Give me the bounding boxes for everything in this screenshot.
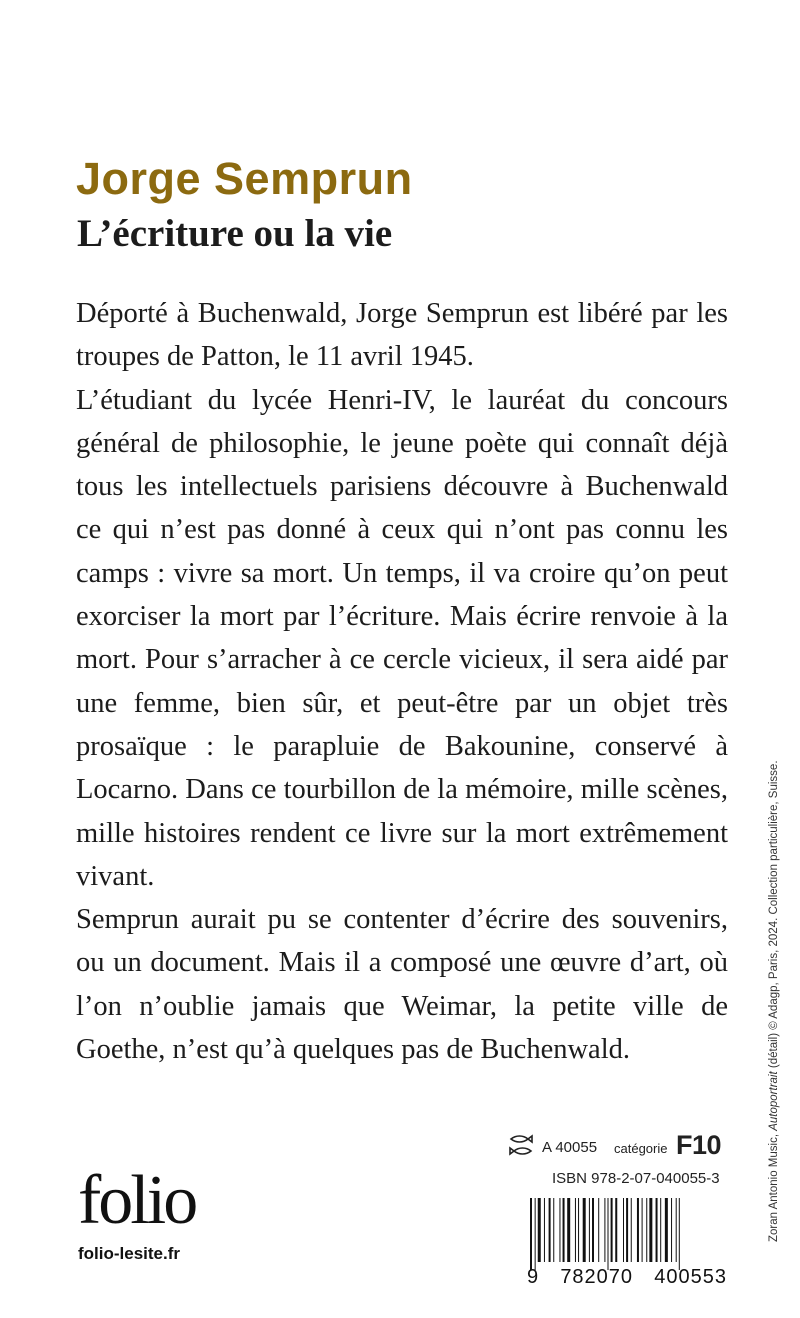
publisher-fish-icon: [508, 1134, 534, 1158]
barcode-digits: [527, 1266, 727, 1289]
barcode-bar: [626, 1198, 628, 1262]
credit-rights: (détail) © Adagp, Paris, 2024. Collection particulière, Suisse.: [768, 760, 780, 1072]
folio-logo: folio: [78, 1162, 196, 1239]
barcode-bar: [615, 1198, 617, 1262]
barcode-bar: [660, 1198, 661, 1262]
barcode-bar: [578, 1198, 579, 1262]
catalog-info: [508, 1130, 724, 1164]
barcode-bar: [665, 1198, 668, 1262]
barcode-digits-right: 400553: [654, 1266, 727, 1288]
barcode-bar: [549, 1198, 551, 1262]
barcode-bar: [544, 1198, 545, 1262]
blurb-paragraph: L’étudiant du lycée Henri-IV, le lauréat du concours général de philosophie, le jeune poète qui connaît déjà tous les intellectuels parisiens découvre à Buchenwald ce qui n’est pas donné à ceux qui n’ont pas connu les camps : vivre sa mort. Un temps, il va croire qu’on peut exorciser la mort par l’écriture. Mais écrire renvoie à la mort. Pour s’arracher à ce cercle vicieux, il sera aidé par une femme, bien sûr, et peut-être par un objet très prosaïque : le parapluie de Bakounine, conservé à Locarno. Dans ce tourbillon de la mémoire, mille scènes, mille histoires rendent ce livre sur la mort extrêmement vivant.: [76, 384, 728, 892]
barcode-bar: [567, 1198, 570, 1262]
category-value: F10: [676, 1130, 722, 1160]
credit-artwork-title: Autoportrait: [768, 1071, 780, 1131]
publisher-website: folio-lesite.fr: [78, 1244, 181, 1263]
barcode-bar: [604, 1198, 605, 1262]
barcode-bar: [642, 1198, 643, 1262]
barcode-bar: [583, 1198, 586, 1262]
barcode-bar: [676, 1198, 677, 1262]
barcode-bar: [679, 1198, 680, 1270]
barcode-bar: [671, 1198, 672, 1262]
barcode-bar: [611, 1198, 613, 1262]
barcode-bar: [646, 1198, 647, 1262]
book-title: L’écriture ou la vie: [77, 212, 393, 255]
category-label: catégorie: [614, 1141, 668, 1156]
barcode-digit-lead: 9: [527, 1266, 540, 1288]
barcode-bar: [553, 1198, 554, 1262]
barcode-bar: [535, 1198, 536, 1270]
blurb-paragraph: Semprun aurait pu se contenter d’écrire des souvenirs, ou un document. Mais il a composé une œuvre d’art, où l’on n’oublie jamais que Weimar, la petite ville de Goethe, n’est qu’à quelques pas de Buchenwald.: [76, 904, 728, 1066]
barcode-bar: [656, 1198, 658, 1262]
barcode-bar: [649, 1198, 652, 1262]
barcode-bar: [637, 1198, 639, 1262]
barcode-bar: [563, 1198, 565, 1262]
cover-art-credit: [768, 760, 780, 1242]
author-name: Jorge Semprun: [76, 153, 413, 204]
catalog-code: A 40055: [542, 1139, 598, 1156]
isbn-number: ISBN 978-2-07-040055-3: [552, 1170, 720, 1187]
barcode-bar: [538, 1198, 541, 1262]
barcode-bar: [608, 1198, 609, 1270]
isbn-barcode: [522, 1198, 728, 1272]
barcode-bar: [592, 1198, 594, 1262]
barcode-bar: [623, 1198, 624, 1262]
credit-artist: Zoran Antonio Music,: [768, 1130, 780, 1242]
barcode-bar: [575, 1198, 576, 1262]
barcode-bar: [631, 1198, 632, 1262]
barcode-bar: [589, 1198, 590, 1262]
back-cover-blurb: [76, 292, 728, 1071]
blurb-paragraph: Déporté à Buchenwald, Jorge Semprun est libéré par les troupes de Patton, le 11 avril 1945.: [76, 298, 728, 373]
barcode-bar: [559, 1198, 560, 1262]
barcode-bar: [598, 1198, 599, 1262]
barcode-digits-left: 782070: [560, 1266, 634, 1288]
barcode-bar: [530, 1198, 532, 1270]
